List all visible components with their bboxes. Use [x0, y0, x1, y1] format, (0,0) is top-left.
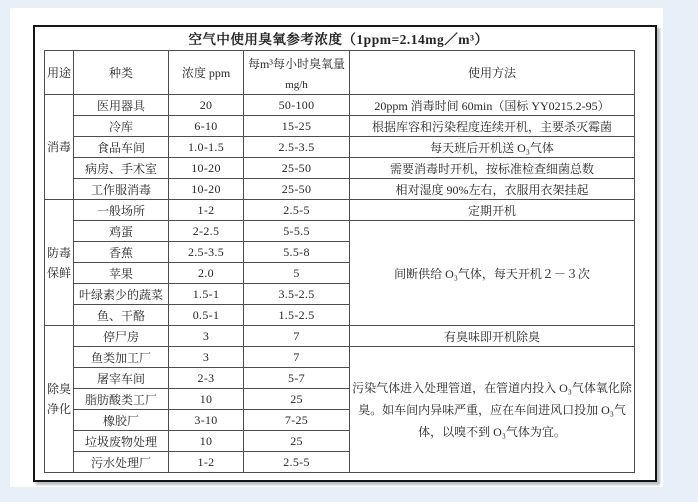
table-row: [45, 158, 635, 179]
cell-ppm: 1-2: [169, 452, 244, 473]
table-row: [45, 347, 635, 368]
cell-ppm: 10-20: [169, 158, 244, 179]
group-label-disinfection: 消毒: [45, 95, 74, 200]
cell-ppm: 10-20: [169, 179, 244, 200]
cell-ppm: 6-10: [169, 116, 244, 137]
group-label-deodorization: 除臭净化: [45, 326, 74, 473]
cell-mg: 5-7: [244, 368, 350, 389]
cell-mg: 25: [244, 389, 350, 410]
col-header-type: 种类: [74, 51, 169, 95]
cell-ppm: 10: [169, 389, 244, 410]
table-row: [45, 200, 635, 221]
cell-type: 冷库: [74, 116, 169, 137]
cell-mg: 5: [244, 263, 350, 284]
col-header-use: 用途: [45, 51, 74, 95]
cell-type: 鱼类加工厂: [74, 347, 169, 368]
cell-mg: 2.5-5: [244, 452, 350, 473]
cell-mg: 25: [244, 431, 350, 452]
cell-type: 脂肪酸类工厂: [74, 389, 169, 410]
cell-type: 香蕉: [74, 242, 169, 263]
table-row: [45, 179, 635, 200]
table-row: [45, 137, 635, 158]
cell-type: 叶绿素少的蔬菜: [74, 284, 169, 305]
cell-mg: 25-50: [244, 158, 350, 179]
cell-method-merged: 污染气体进入处理管道，在管道内投入 O₃气体氧化除臭。如车间内异味严重，应在车间进风口投加 O₃气体，以嗅不到 O₃气体为宜。: [350, 347, 635, 473]
cell-method: 需要消毒时开机，按标准检查细菌总数: [350, 158, 635, 179]
cell-ppm: 10: [169, 431, 244, 452]
cell-type: 污水处理厂: [74, 452, 169, 473]
cell-mg: 5.5-8: [244, 242, 350, 263]
cell-ppm: 20: [169, 95, 244, 116]
cell-mg: 2.5-3.5: [244, 137, 350, 158]
col-header-concentration: 浓度 ppm: [169, 51, 244, 95]
header-row: [45, 51, 635, 95]
cell-ppm: 3: [169, 326, 244, 347]
col-header-method: 使用方法: [350, 51, 635, 95]
cell-ppm: 0.5-1: [169, 305, 244, 326]
cell-ppm: 2.0: [169, 263, 244, 284]
cell-ppm: 3-10: [169, 410, 244, 431]
table-row: [45, 326, 635, 347]
cell-ppm: 1.5-1: [169, 284, 244, 305]
document-frame: [33, 25, 657, 482]
cell-method: 相对湿度 90%左右，衣服用衣架挂起: [350, 179, 635, 200]
cell-type: 鱼、干酪: [74, 305, 169, 326]
cell-mg: 1.5-2.5: [244, 305, 350, 326]
group-label-preservation: 防毒保鲜: [45, 200, 74, 326]
col-header-ozone-unit: mg/h: [285, 78, 308, 91]
cell-type: 医用器具: [74, 95, 169, 116]
cell-ppm: 2.5-3.5: [169, 242, 244, 263]
cell-mg: 50-100: [244, 95, 350, 116]
cell-method: 有臭味即开机除臭: [350, 326, 635, 347]
cell-mg: 2.5-5: [244, 200, 350, 221]
cell-mg: 7: [244, 326, 350, 347]
cell-mg: 7-25: [244, 410, 350, 431]
cell-method: 20ppm 消毒时间 60min（国标 YY0215.2-95）: [350, 95, 635, 116]
cell-type: 屠宰车间: [74, 368, 169, 389]
table-row: [45, 221, 635, 242]
cell-method-merged: 间断供给 O₃气体，每天开机２－３次: [350, 221, 635, 326]
cell-type: 鸡蛋: [74, 221, 169, 242]
table-row: [45, 116, 635, 137]
cell-method: 根据库容和污染程度连续开机，主要杀灭霉菌: [350, 116, 635, 137]
cell-type: 工作服消毒: [74, 179, 169, 200]
cell-type: 苹果: [74, 263, 169, 284]
cell-ppm: 1-2: [169, 200, 244, 221]
col-header-ozone-line1: 每m³每小时臭氧量: [248, 56, 345, 71]
cell-type: 病房、手术室: [74, 158, 169, 179]
cell-mg: 5-5.5: [244, 221, 350, 242]
col-header-ozone: [244, 51, 350, 95]
cell-type: 停尸房: [74, 326, 169, 347]
cell-type: 食品车间: [74, 137, 169, 158]
cell-mg: 3.5-2.5: [244, 284, 350, 305]
cell-ppm: 2-3: [169, 368, 244, 389]
ozone-reference-table: [44, 50, 635, 473]
cell-ppm: 3: [169, 347, 244, 368]
cell-type: 一般场所: [74, 200, 169, 221]
cell-mg: 15-25: [244, 116, 350, 137]
cell-method: 定期开机: [350, 200, 635, 221]
cell-ppm: 1.0-1.5: [169, 137, 244, 158]
cell-ppm: 2-2.5: [169, 221, 244, 242]
table-title: 空气中使用臭氧参考浓度（1ppm=2.14mg／m³）: [188, 32, 489, 47]
cell-mg: 25-50: [244, 179, 350, 200]
cell-type: 橡胶厂: [74, 410, 169, 431]
cell-method: 每天班后开机送 O₃气体: [350, 137, 635, 158]
cell-mg: 7: [244, 347, 350, 368]
cell-type: 垃圾废物处理: [74, 431, 169, 452]
table-row: [45, 95, 635, 116]
